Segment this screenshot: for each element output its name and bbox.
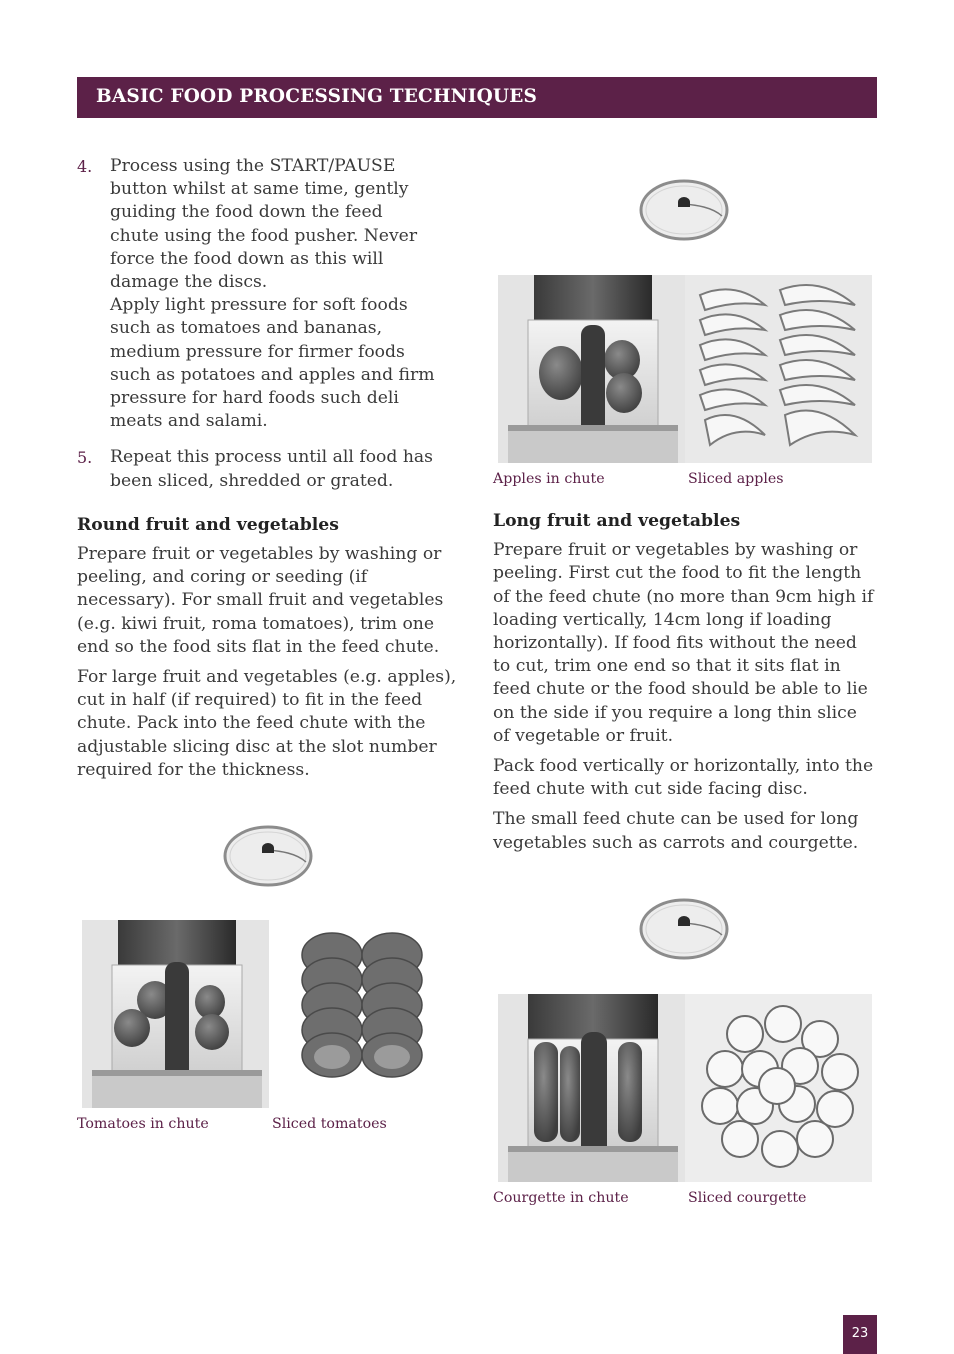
caption-sliced-apples: Sliced apples <box>688 471 784 487</box>
step-text: Process using the START/PAUSE button whilst at same time, gently guiding the food down the feed chute using the food pusher. Never force the food down as this will damage the discs. Apply light pressure for soft foods such as tomatoes and bananas, medium pressure for firmer foods such as potatoes and apples and firm pressure for hard foods such deli meats and salami. <box>110 156 435 432</box>
caption-sliced-courgette: Sliced courgette <box>688 1190 807 1206</box>
page-number-box <box>843 1315 877 1354</box>
round-fruit-paragraph: Prepare fruit or vegetables by washing or peeling, and coring or seeding (if necessary). For small fruit and vegetables (e.g. kiwi fruit, roma tomatoes), trim one end so the food sits flat in the feed chute. <box>77 544 444 657</box>
page-number: 23 <box>851 1326 869 1341</box>
apples-in-chute-photo <box>498 275 685 463</box>
step-text: Repeat this process until all food has been sliced, shredded or grated. <box>110 447 433 491</box>
caption-sliced-tomatoes: Sliced tomatoes <box>272 1116 387 1132</box>
step-number: 5. <box>77 448 93 468</box>
courgette-in-chute-photo <box>498 994 685 1182</box>
long-fruit-paragraph: Pack food vertically or horizontally, into the feed chute with cut side facing disc. <box>493 756 874 800</box>
slicing-disc-image <box>636 895 732 963</box>
round-fruit-paragraph: For large fruit and vegetables (e.g. apples), cut in half (if required) to fit in the feed chute. Pack into the feed chute with the adjustable slicing disc at the slot number required for the thickness. <box>77 667 457 780</box>
round-fruit-heading: Round fruit and vegetables <box>77 514 339 535</box>
sliced-courgette-photo <box>685 994 872 1182</box>
step-item <box>77 155 467 433</box>
sliced-apples-photo <box>685 275 872 463</box>
slicing-disc-image <box>636 176 732 244</box>
caption-tomatoes-in-chute: Tomatoes in chute <box>77 1116 209 1132</box>
long-fruit-paragraph: Prepare fruit or vegetables by washing or peeling. First cut the food to fit the length of the feed chute (no more than 9cm high if loading vertically, 14cm long if loading horizontally). If food fits without the need to cut, trim one end so that it sits flat in feed chute or the food should be able to lie on the side if you require a long thin slice of vegetable or fruit. <box>493 540 874 746</box>
sliced-tomatoes-photo <box>280 920 445 1108</box>
section-header <box>77 77 877 118</box>
caption-courgette-in-chute: Courgette in chute <box>493 1190 629 1206</box>
slicing-disc-image <box>220 822 316 890</box>
long-fruit-heading: Long fruit and vegetables <box>493 511 741 531</box>
steps-list <box>77 155 467 493</box>
right-column <box>493 510 878 862</box>
caption-apples-in-chute: Apples in chute <box>493 471 605 487</box>
step-number: 4. <box>77 157 93 176</box>
tomatoes-in-chute-photo <box>82 920 269 1108</box>
step-item <box>77 446 467 492</box>
page-title: BASIC FOOD PROCESSING TECHNIQUES <box>96 86 538 107</box>
left-column <box>77 155 467 789</box>
long-fruit-paragraph: The small feed chute can be used for long vegetables such as carrots and courgette. <box>493 809 859 853</box>
